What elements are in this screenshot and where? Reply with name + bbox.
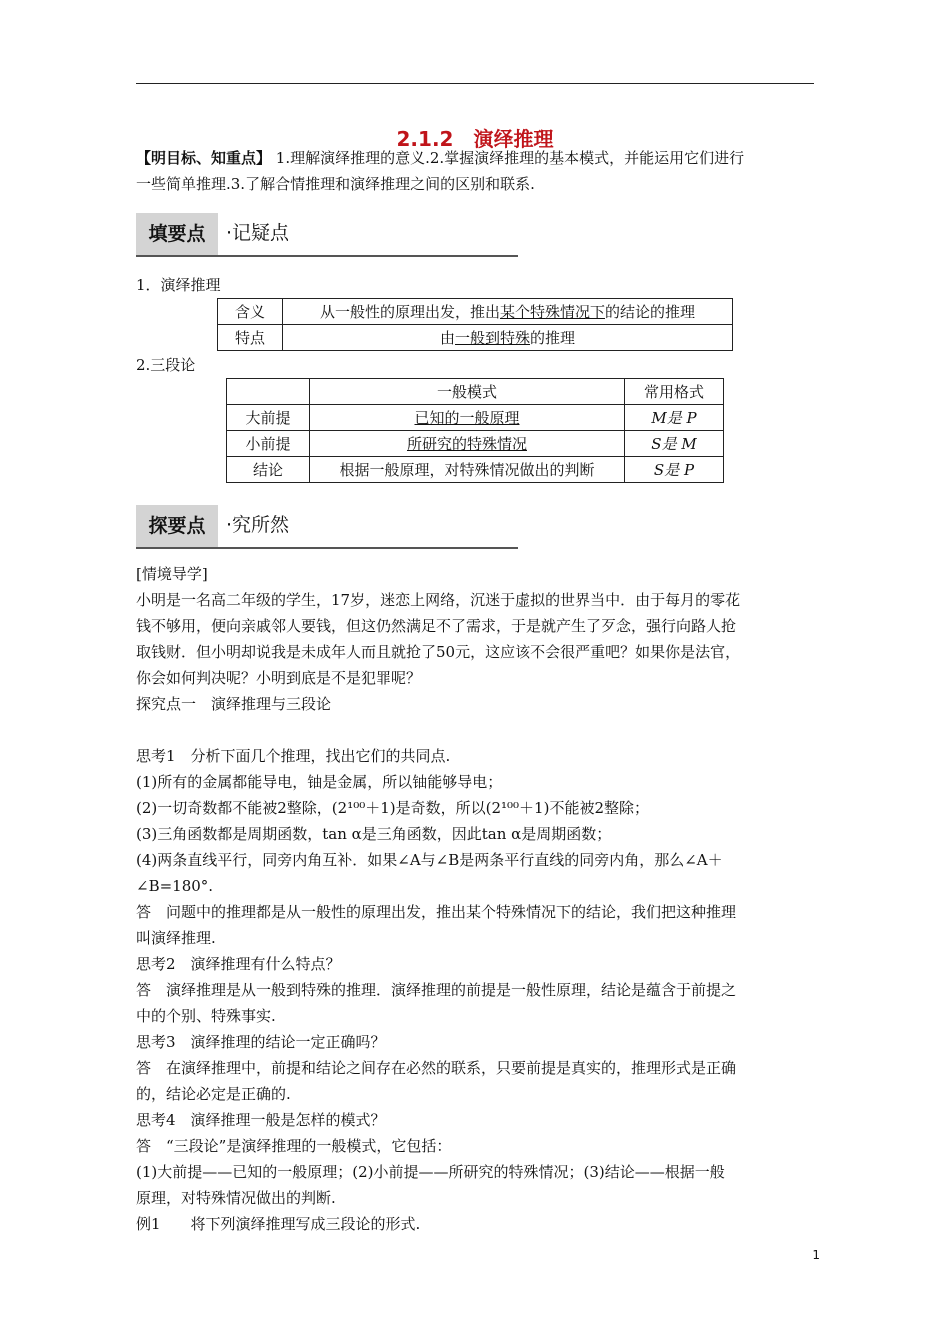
section-header-fill: [136, 213, 518, 257]
body-text: [136, 561, 814, 1237]
item-title: 2.三段论: [136, 356, 196, 374]
text-line: 叫演绎推理.: [136, 929, 216, 947]
text-line: 原理，对特殊情况做出的判断.: [136, 1189, 336, 1207]
deductive-reasoning-table: [217, 298, 733, 351]
table-row: [218, 325, 733, 351]
section-subtitle: ·究所然: [226, 514, 290, 536]
objectives-line-2: 一些简单推理.3.了解合情推理和演绎推理之间的区别和联系.: [136, 175, 535, 193]
table-header: 一般模式: [310, 379, 625, 405]
table-row: [227, 405, 724, 431]
text-line: 思考4 演绎推理一般是怎样的模式？: [136, 1111, 386, 1129]
table-header: 常用格式: [625, 379, 724, 405]
text-line: (3)三角函数都是周期函数，tan α是三角函数，因此tan α是周期函数；: [136, 825, 612, 843]
section-header-explore: [136, 505, 518, 549]
text-line: 思考2 演绎推理有什么特点？: [136, 955, 341, 973]
text-line: 思考1 分析下面几个推理，找出它们的共同点.: [136, 747, 451, 765]
table-cell: M是 P: [625, 405, 724, 431]
text-line: 答 问题中的推理都是从一般性的原理出发，推出某个特殊情况下的结论，我们把这种推理: [136, 903, 737, 921]
table-cell: 含义: [218, 299, 283, 325]
text-line: 答 演绎推理是从一般到特殊的推理．演绎推理的前提是一般性原理，结论是蕴含于前提之: [136, 981, 737, 999]
table-cell: 结论: [227, 457, 310, 483]
text-line: ∠B=180°.: [136, 877, 214, 895]
item-title: 1．演绎推理: [136, 276, 221, 294]
section-box: 填要点: [136, 213, 218, 255]
text-line: 思考3 演绎推理的结论一定正确吗？: [136, 1033, 386, 1051]
objectives-label: 【明目标、知重点】: [136, 149, 272, 167]
table-cell: 已知的一般原理: [310, 405, 625, 431]
table-cell: S是 P: [625, 457, 724, 483]
section-box: 探要点: [136, 505, 218, 547]
text-line: 小明是一名高二年级的学生，17岁，迷恋上网络，沉迷于虚拟的世界当中．由于每月的零花: [136, 591, 741, 609]
table-cell: 根据一般原理，对特殊情况做出的判断: [310, 457, 625, 483]
table-cell: 所研究的特殊情况: [310, 431, 625, 457]
objectives-line-1: 【明目标、知重点】 1.理解演绎推理的意义.2.掌握演绎推理的基本模式，并能运用它们进行: [136, 149, 745, 167]
text-line: 钱不够用，便向亲戚邻人要钱，但这仍然满足不了需求，于是就产生了歹念，强行向路人抢: [136, 617, 737, 635]
table-cell: 小前提: [227, 431, 310, 457]
text-line: (2)一切奇数都不能被2整除，(2¹⁰⁰＋1)是奇数，所以(2¹⁰⁰＋1)不能被2整除；: [136, 799, 649, 817]
table-row: [227, 457, 724, 483]
table-cell: 大前提: [227, 405, 310, 431]
table-cell: 由一般到特殊的推理: [283, 325, 733, 351]
text-line: (4)两条直线平行，同旁内角互补．如果∠A与∠B是两条平行直线的同旁内角，那么∠A＋: [136, 851, 723, 869]
page-title: 2.1.2 演绎推理: [396, 127, 554, 151]
text-line: 取钱财．但小明却说我是未成年人而且就抢了50元，这应该不会很严重吧？如果你是法官，: [136, 643, 741, 661]
text-line: 答 “三段论”是演绎推理的一般模式，它包括：: [136, 1137, 452, 1155]
text-line: 中的个别、特殊事实.: [136, 1007, 276, 1025]
text-line: 答 在演绎推理中，前提和结论之间存在必然的联系，只要前提是真实的，推理形式是正确: [136, 1059, 737, 1077]
text-line: 探究点一 演绎推理与三段论: [136, 695, 332, 713]
table-row: [227, 379, 724, 405]
table-cell: 特点: [218, 325, 283, 351]
table-cell: S是 M: [625, 431, 724, 457]
table-cell: 从一般性的原理出发，推出某个特殊情况下的结论的推理: [283, 299, 733, 325]
table-row: [227, 431, 724, 457]
text-line: [136, 717, 814, 743]
top-rule: [136, 83, 814, 84]
text-line: (1)大前提——已知的一般原理；(2)小前提——所研究的特殊情况；(3)结论——根据一般: [136, 1163, 725, 1181]
syllogism-table: [226, 378, 724, 483]
table-row: [218, 299, 733, 325]
text-line: 例1 将下列演绎推理写成三段论的形式.: [136, 1215, 421, 1233]
section-subtitle: ·记疑点: [226, 222, 290, 244]
table-header: [227, 379, 310, 405]
page-number: 1: [812, 1248, 820, 1262]
text-line: (1)所有的金属都能导电，铀是金属，所以铀能够导电；: [136, 773, 503, 791]
text-line: [情境导学]: [136, 565, 208, 583]
text-line: 你会如何判决呢？小明到底是不是犯罪呢？: [136, 669, 422, 687]
text-line: 的，结论必定是正确的.: [136, 1085, 291, 1103]
